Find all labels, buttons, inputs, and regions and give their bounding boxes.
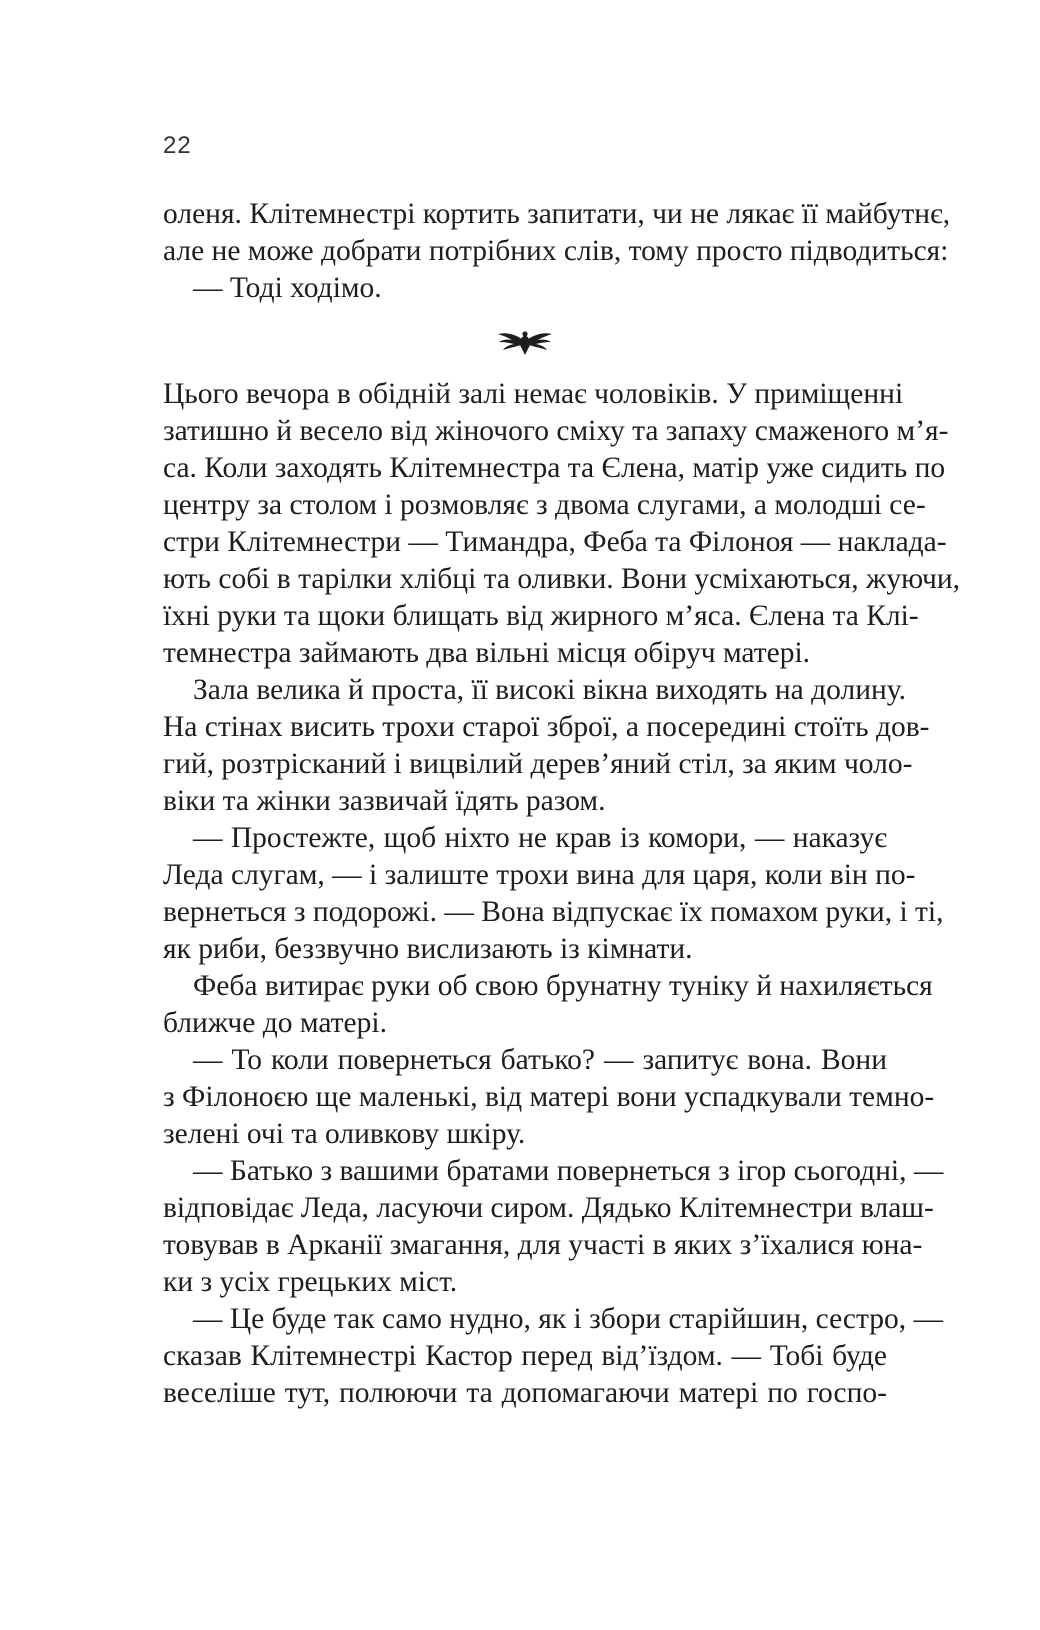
text-line: зелені очі та оливкову шкіру. (163, 1118, 526, 1150)
text-line: — Батько з вашими братами повернеться з ігор сьогодні, — (193, 1155, 944, 1187)
text-line: — Тоді ходімо. (193, 272, 382, 304)
text-line: ють собі в тарілки хлібці та оливки. Вони усміхаються, жуючи, (163, 563, 961, 595)
text-line: са. Коли заходять Клітемнестра та Єлена, матір уже сидить по (163, 452, 946, 484)
text-line: товував в Арканії змагання, для участі в яких з’їхалися юна- (163, 1229, 923, 1261)
text-line: але не може добрати потрібних слів, тому просто підводиться: (163, 235, 949, 267)
text-line: оленя. Клітемнестрі кортить запитати, чи не лякає її майбутнє, (163, 198, 951, 230)
text-line: центру за столом і розмовляє з двома слугами, а молодші се- (163, 489, 926, 521)
text-block-main (163, 376, 961, 1412)
text-line: — То коли повернеться батько? — запитує вона. Вони (193, 1044, 887, 1076)
text-line: — Простежте, щоб ніхто не крав із комори, — наказує (193, 822, 887, 854)
text-line: — Це буде так само нудно, як і збори старійшин, сестро, — (193, 1303, 944, 1335)
text-line: Цього вечора в обідній залі немає чоловіків. У приміщенні (163, 378, 904, 410)
text-line: ки з усіх грецьких міст. (163, 1266, 458, 1298)
text-line: як риби, беззвучно вислизають із кімнати. (163, 933, 693, 965)
text-line: відповідає Леда, ласуючи сиром. Дядько Клітемнестри влаш- (163, 1192, 934, 1224)
text-block-top (163, 196, 951, 307)
text-line: веселіше тут, полюючи та допомагаючи матері по госпо- (163, 1377, 887, 1409)
text-line: їхні руки та щоки блищать від жирного м’яса. Єлена та Клі- (163, 600, 919, 632)
page-number: 22 (163, 132, 192, 159)
text-line: вернеться з подорожі. — Вона відпускає їх помахом руки, і ті, (163, 896, 944, 928)
text-line: Феба витирає руки об свою брунатну туніку й нахиляється (193, 970, 933, 1002)
text-line: ближче до матері. (163, 1007, 387, 1039)
text-line: темнестра займають два вільні місця обіруч матері. (163, 637, 811, 669)
text-line: Зала велика й проста, її високі вікна виходять на долину. (193, 674, 906, 706)
text-line: віки та жінки зазвичай їдять разом. (163, 785, 606, 817)
text-line: стри Клітемнестри — Тимандра, Феба та Філоноя — наклада- (163, 526, 947, 558)
text-line: гий, розтрісканий і вицвілий дерев’яний стіл, за яким чоло- (163, 748, 913, 780)
text-line: На стінах висить трохи старої зброї, а посередині стоїть дов- (163, 711, 930, 743)
text-line: затишно й весело від жіночого сміху та запаху смаженого м’я- (163, 415, 949, 447)
text-line: Леда слугам, — і залиште трохи вина для царя, коли він по- (163, 859, 916, 891)
text-line: сказав Клітемнестрі Кастор перед від’їздом. — Тобі буде (163, 1340, 887, 1372)
winged-ornament-icon (497, 328, 553, 356)
text-line: з Філоноєю ще маленькі, від матері вони успадкували темно- (163, 1081, 935, 1113)
